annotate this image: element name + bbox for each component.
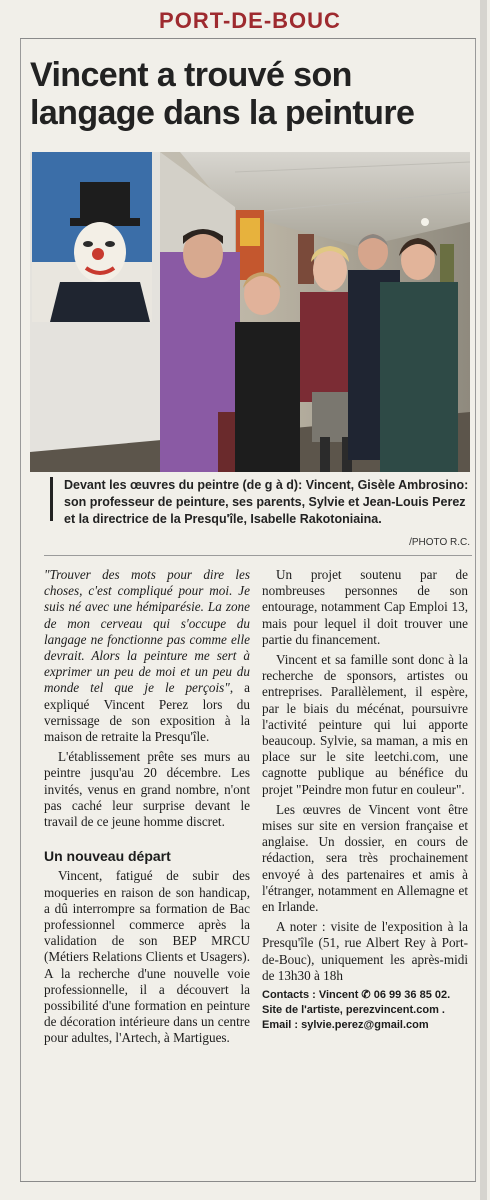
article-column-2 — [262, 567, 468, 1033]
headline — [30, 56, 470, 132]
contacts: Contacts : Vincent ✆ 06 99 36 85 02. Site de l'artiste, perezvincent.com . Email : sylvie.perez@gmail.com — [262, 989, 451, 1032]
photo-caption: Devant les œuvres du peintre (de g à d): Vincent, Gisèle Ambrosino: son professeur de peinture, ses parents, Sylvie et Jean-Louis Perez et la directrice de la Presqu'île, Isabelle Rakotoniaina. — [64, 478, 469, 526]
headline-line-1: Vincent a trouvé son — [30, 56, 352, 94]
caption-separator — [44, 555, 472, 556]
photo-credit: /PHOTO R.C. — [409, 537, 470, 548]
paragraph-4: Un projet soutenu par de nombreuses personnes de son entourage, notamment Cap Emploi 13, mais pour lequel il doit trouver une partie du financement. — [262, 567, 468, 647]
paragraph-5: Vincent et sa famille sont donc à la recherche de sponsors, artistes ou entreprises. Parallèlement, il espère, par le biais du mécénat, poursuivre l'activité peinture qui lui apporte beaucoup. Sylvie, sa maman, a mis en place sur le site leetchi.com, une cagnotte publique au bénéfice du projet "Peindre mon futur en couleur". — [262, 652, 468, 797]
quote: "Trouver des mots pour dire les choses, c'est compliqué pour moi. Je suis né avec une hémiparésie. La zone de mon cerveau qui s'occupe du langage ne fonctionne pas comme elle devrait. Alors la peinture me sert à exprimer un peu de moi et un peu du monde tel que je le perçois" — [44, 567, 250, 696]
top-rule — [20, 38, 476, 39]
bottom-rule — [20, 1181, 476, 1182]
caption-bar — [50, 477, 53, 521]
paragraph-2: L'établissement prête ses murs au peintre jusqu'au 20 décembre. Les invités, venus en grand nombre, n'ont pas caché leur surprise devant le travail de ce jeune homme discret. — [44, 749, 250, 830]
article-column-1 — [44, 567, 250, 1047]
paragraph-1 — [44, 567, 250, 745]
paragraph-6: Les œuvres de Vincent vont être mises sur site en version française et anglaise. Un dossier, en cours de rédaction, sera très prochainement envoyé à des partenaires et amis à l'étranger, notamment en Allemagne et en Irlande. — [262, 801, 468, 915]
subheading: Un nouveau départ — [44, 848, 171, 865]
article-photo — [30, 152, 470, 472]
headline-line-2: langage dans la peinture — [30, 94, 415, 132]
quote-attribution: , a expliqué Vincent Perez lors du vernissage de son exposition à la maison de retraite la Presqu'île. — [44, 680, 250, 745]
section-title: PORT-DE-BOUC — [140, 8, 360, 34]
paragraph-3: Vincent, fatigué de subir des moqueries en raison de son handicap, a dû interrompre sa formation de Bac professionnel commerce après la validation de son BEP MRCU (Métiers Relations Clients et Usagers). A la recherche d'une nouvelle voie professionnelle, il a découvert la possibilité d'une formation en peinture de décoration intérieure dans un centre pour adultes, l'Artech, à Martigues. — [44, 868, 250, 1046]
page-edge — [480, 0, 487, 1200]
paragraph-7: A noter : visite de l'exposition à la Presqu'île (51, rue Albert Rey à Port-de-Bouc), uniquement les après-midi de 13h30 à 18h — [262, 919, 468, 983]
